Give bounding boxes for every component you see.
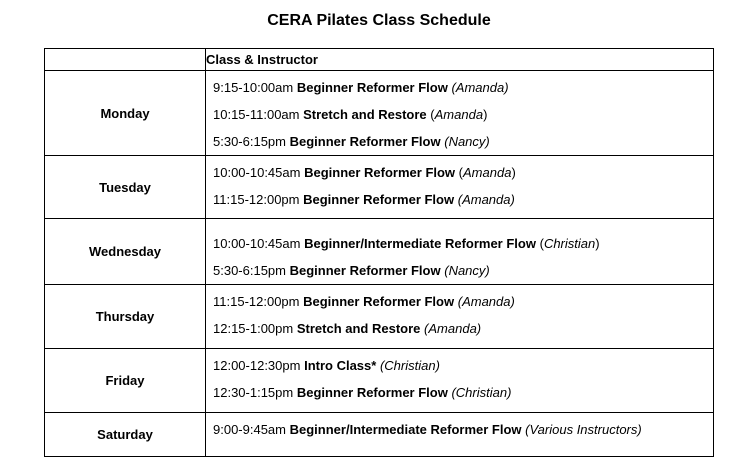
class-instructor: Amanda	[463, 165, 512, 180]
table-row	[45, 71, 714, 156]
schedule-body	[45, 71, 714, 457]
class-entry	[213, 288, 713, 315]
instructor-open-paren: (	[539, 236, 544, 251]
class-instructor: Amanda	[455, 80, 505, 95]
instructor-close-paren: )	[511, 165, 516, 180]
instructor-open-paren: (	[458, 165, 464, 180]
class-entry	[213, 74, 713, 101]
class-instructor: Amanda	[428, 321, 477, 336]
instructor-close-paren: )	[435, 358, 440, 373]
page-title: CERA Pilates Class Schedule	[267, 12, 491, 29]
table-row	[45, 219, 714, 285]
header-day	[45, 49, 206, 71]
instructor-close-paren: )	[485, 134, 490, 149]
instructor-open-paren: (	[457, 192, 463, 207]
schedule-table	[44, 48, 714, 457]
class-entry	[213, 128, 713, 155]
instructor-open-paren: (	[444, 134, 449, 149]
instructor-open-paren: (	[451, 80, 456, 95]
classes-cell	[206, 285, 714, 349]
class-time: 5:30-6:15pm	[213, 134, 286, 149]
class-name: Beginner Reformer Flow	[303, 294, 455, 309]
instructor-close-paren: )	[507, 385, 512, 400]
class-time: 5:30-6:15pm	[213, 263, 286, 278]
class-entry	[213, 352, 713, 379]
class-entry	[213, 186, 713, 213]
class-entry	[213, 101, 713, 128]
class-instructor: Nancy	[448, 263, 486, 278]
instructor-close-paren: )	[485, 263, 490, 278]
instructor-open-paren: (	[424, 321, 429, 336]
instructor-close-paren: )	[637, 422, 642, 437]
class-instructor: Amanda	[462, 294, 511, 309]
day-cell: Wednesday	[45, 219, 206, 285]
classes-cell	[206, 71, 714, 156]
class-instructor: Amanda	[434, 107, 484, 122]
class-name: Beginner/Intermediate Reformer Flow	[304, 236, 536, 251]
instructor-open-paren: (	[444, 263, 449, 278]
class-entry	[213, 230, 713, 257]
class-name: Beginner Reformer Flow	[289, 263, 441, 278]
class-name: Stretch and Restore	[303, 107, 427, 122]
day-cell: Saturday	[45, 413, 206, 457]
table-row	[45, 413, 714, 457]
instructor-open-paren: (	[457, 294, 463, 309]
instructor-close-paren: )	[510, 192, 515, 207]
class-time: 10:00-10:45am	[213, 165, 301, 180]
class-time: 9:15-10:00am	[213, 80, 294, 95]
classes-cell	[206, 349, 714, 413]
class-instructor: Nancy	[448, 134, 486, 149]
class-time: 10:00-10:45am	[213, 236, 301, 251]
class-entry	[213, 159, 713, 186]
class-name: Beginner/Intermediate Reformer Flow	[289, 422, 522, 437]
table-header-row	[45, 49, 714, 71]
class-name: Beginner Reformer Flow	[296, 80, 448, 95]
instructor-close-paren: )	[595, 236, 600, 251]
class-time: 11:15-12:00pm	[213, 294, 300, 309]
class-entry	[213, 257, 713, 284]
class-name: Beginner Reformer Flow	[296, 385, 448, 400]
class-entry	[213, 315, 713, 342]
instructor-open-paren: (	[379, 358, 385, 373]
day-cell: Tuesday	[45, 156, 206, 219]
instructor-open-paren: (	[430, 107, 435, 122]
class-name: Intro Class*	[304, 358, 377, 373]
instructor-open-paren: (	[525, 422, 530, 437]
instructor-open-paren: (	[451, 385, 456, 400]
day-cell: Monday	[45, 71, 206, 156]
day-cell: Friday	[45, 349, 206, 413]
class-time: 12:30-1:15pm	[213, 385, 294, 400]
class-instructor: Various Instructors	[529, 422, 638, 437]
classes-cell	[206, 156, 714, 219]
class-time: 10:15-11:00am	[213, 107, 300, 122]
instructor-close-paren: )	[483, 107, 488, 122]
class-name: Beginner Reformer Flow	[289, 134, 441, 149]
class-entry	[213, 379, 713, 406]
classes-cell	[206, 219, 714, 285]
class-instructor: Christian	[384, 358, 436, 373]
class-name: Stretch and Restore	[296, 321, 421, 336]
class-instructor: Christian	[543, 236, 596, 251]
class-entry	[213, 416, 713, 443]
class-name: Beginner Reformer Flow	[303, 192, 455, 207]
table-row	[45, 285, 714, 349]
day-cell: Thursday	[45, 285, 206, 349]
instructor-close-paren: )	[510, 294, 515, 309]
table-row	[45, 349, 714, 413]
class-name: Beginner Reformer Flow	[304, 165, 456, 180]
class-time: 12:00-12:30pm	[213, 358, 301, 373]
classes-cell	[206, 413, 714, 457]
class-instructor: Christian	[455, 385, 508, 400]
class-time: 11:15-12:00pm	[213, 192, 300, 207]
class-instructor: Amanda	[462, 192, 511, 207]
header-class-instructor: Class & Instructor	[206, 49, 714, 71]
class-time: 9:00-9:45am	[213, 422, 286, 437]
table-row	[45, 156, 714, 219]
instructor-close-paren: )	[476, 321, 482, 336]
class-time: 12:15-1:00pm	[213, 321, 294, 336]
instructor-close-paren: )	[504, 80, 509, 95]
